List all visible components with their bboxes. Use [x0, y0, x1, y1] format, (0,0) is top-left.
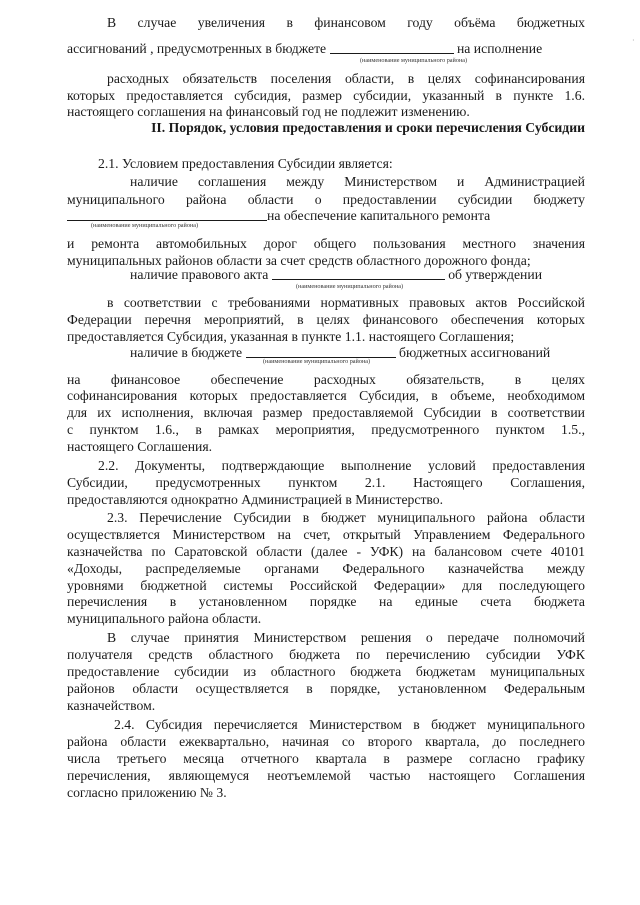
text-fragment: наличие в бюджете: [130, 345, 243, 360]
text-line: предоставляется Субсидия, указанная в пункте 1.1. настоящего Соглашения;: [67, 329, 515, 344]
text-line: муниципального района области о предоставлении субсидии бюджету: [67, 192, 585, 207]
text-fragment: наличие правового акта: [130, 267, 269, 282]
text-line: 2.1. Условием предоставления Субсидии является:: [98, 156, 393, 171]
text-line: софинансирования которых предоставляется Субсидия, в объеме, необходимом: [67, 388, 585, 403]
text-line: 2.2. Документы, подтверждающие выполнение условий предоставления: [98, 458, 585, 473]
text-line: 2.3. Перечисление Субсидии в бюджет муниципального района области: [107, 510, 585, 525]
text-line: районов области осуществляется в порядке, установленном Федеральным: [67, 681, 585, 696]
text-line: казначейством.: [67, 698, 156, 713]
text-line: предоставление субсидии из областного бюджета бюджетам муниципальных: [67, 664, 585, 679]
text-line: наличие соглашения между Министерством и Администрацией: [130, 174, 585, 189]
text-line: осуществляется Министерством на счет, открытый Управлением Федерального: [67, 527, 585, 542]
blank-field: [330, 41, 454, 54]
text-fragment: об утверждении: [448, 267, 543, 282]
text-line: муниципального района области.: [67, 611, 262, 626]
field-caption: (наименование муниципального района): [360, 57, 468, 64]
text-line: расходных обязательств поселения области, в целях софинансирования: [107, 71, 585, 86]
text-line: [67, 40, 585, 57]
text-line: В случае увеличения в финансовом году объёма бюджетных: [107, 15, 585, 30]
text-line: которых предоставляется субсидия, размер субсидии, указанный в пункте 1.6.: [67, 88, 585, 103]
field-caption: (наименование муниципального района): [296, 283, 404, 290]
text-line: для их исполнения, включая размер предоставляемой Субсидии в соответствии: [67, 405, 585, 420]
field-caption: (наименование муниципального района): [263, 358, 371, 365]
text-fragment: ассигнований , предусмотренных в бюджете: [67, 41, 327, 56]
text-line: получателя средств областного бюджета по перечислению субсидии УФК: [67, 647, 585, 662]
text-line: настоящего соглашения на финансовый год не подлежит изменению.: [67, 104, 470, 119]
text-line: перечисления в установленном порядке на единые счета бюджета: [67, 594, 585, 609]
blank-field: [246, 345, 396, 358]
text-line: и ремонта автомобильных дорог общего пользования местного значения: [67, 236, 585, 251]
text-fragment: на обеспечение капитального ремонта: [267, 208, 491, 223]
text-fragment: на исполнение: [456, 41, 543, 56]
text-line: 2.4. Субсидия перечисляется Министерством в бюджет муниципального: [114, 717, 585, 732]
text-fragment: бюджетных ассигнований: [398, 345, 551, 360]
text-line: предоставляются однократно Администрацией в Министерство.: [67, 492, 444, 507]
text-line: перечисления, являющемуся неотъемлемой частью настоящего Соглашения: [67, 768, 585, 783]
text-line: числа третьего месяца отчетного квартала в размере согласно графику: [67, 751, 585, 766]
text-line: В случае принятия Министерством решения о передаче полномочий: [107, 630, 585, 645]
section-heading: II. Порядок, условия предоставления и сроки перечисления Субсидии: [151, 120, 585, 135]
text-line: [130, 266, 585, 283]
text-line: Федерации перечня мероприятий, в целях финансового обеспечения которых: [67, 312, 585, 327]
text-line: муниципальных районов области за счет средств областного дорожного фонда;: [67, 253, 531, 268]
text-line: уровнями бюджетной системы Российской Федерации» для последующего: [67, 578, 585, 593]
text-line: казначейства по Саратовской области (далее - УФК) на балансовом счете 40101: [67, 544, 585, 559]
scan-margin-mark: ·: [632, 36, 635, 45]
text-line: согласно приложению № 3.: [67, 785, 227, 800]
text-line: «Доходы, распределяемые органами Федерального казначейства между: [67, 561, 585, 576]
field-caption: (наименование муниципального района): [91, 222, 199, 229]
text-line: в соответствии с требованиями нормативных правовых актов Российской: [107, 295, 585, 310]
blank-field: [67, 208, 267, 221]
text-line: района области ежеквартально, начиная со второго квартала, до последнего: [67, 734, 585, 749]
blank-field: [272, 267, 445, 280]
text-line: настоящего Соглашения.: [67, 439, 213, 454]
text-line: на финансовое обеспечение расходных обязательств, в целях: [67, 372, 585, 387]
text-line: с пунктом 1.6., в рамках мероприятия, предусмотренного пунктом 1.5.,: [67, 422, 585, 437]
text-line: Субсидии, предусмотренных пунктом 2.1. Настоящего Соглашения,: [67, 475, 585, 490]
